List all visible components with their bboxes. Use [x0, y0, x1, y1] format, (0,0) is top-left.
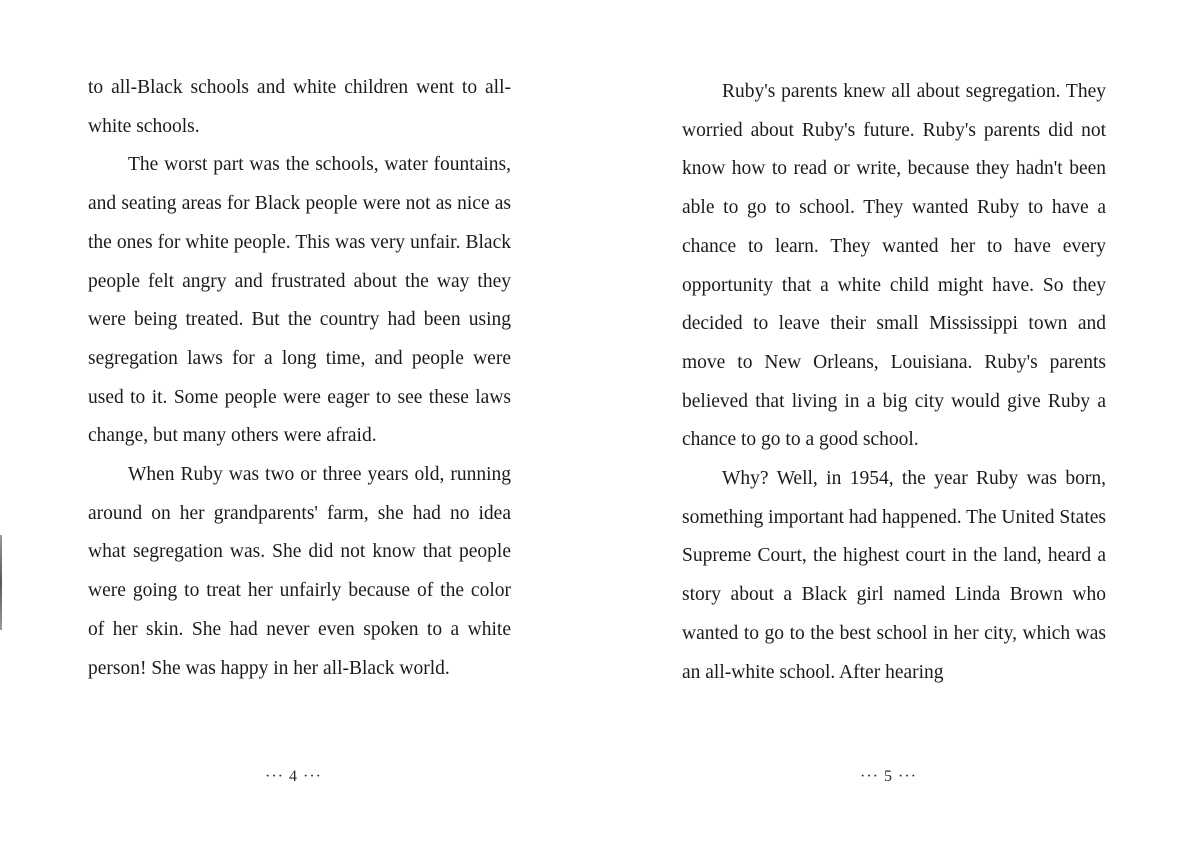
paragraph: Ruby's parents knew all about segregation. They worried about Ruby's future. Ruby's parents did not know how to read or write, because they hadn't been able to go to school. They wanted Ruby to have a chance to learn. They wanted her to have every opportunity that a white child might have. So they decided to leave their small Mississippi town and move to New Orleans, Louisiana. Ruby's parents believed that living in a big city would give Ruby a chance to go to a good school. — [682, 81, 1106, 451]
binding-edge — [0, 535, 2, 630]
paragraph: When Ruby was two or three years old, running around on her grandparents' farm, she had no idea what segregation was. She did not know that people were going to treat her unfairly because of the color of her skin. She had never even spoken to a white person! She was happy in her all-Black world. — [88, 464, 511, 679]
paragraph: Why? Well, in 1954, the year Ruby was born, something important had happened. The United States Supreme Court, the highest court in the land, heard a story about a Black girl named Linda Brown who wanted to go to the best school in her city, which was an all-white school. After hearing — [682, 468, 1106, 683]
page-number: ··· 5 ··· — [860, 768, 917, 785]
page-number: ··· 4 ··· — [265, 768, 322, 785]
left-page-text — [88, 69, 511, 688]
paragraph: to all-Black schools and white children went to all-white schools. — [88, 77, 511, 137]
right-page — [600, 0, 1200, 850]
paragraph: The worst part was the schools, water fountains, and seating areas for Black people were not as nice as the ones for white people. This was very unfair. Black people felt angry and frustrated about the way they were being treated. But the country had been using segregation laws for a long time, and people were used to it. Some people were eager to see these laws change, but many others were afraid. — [88, 154, 511, 447]
right-page-text — [682, 73, 1106, 692]
